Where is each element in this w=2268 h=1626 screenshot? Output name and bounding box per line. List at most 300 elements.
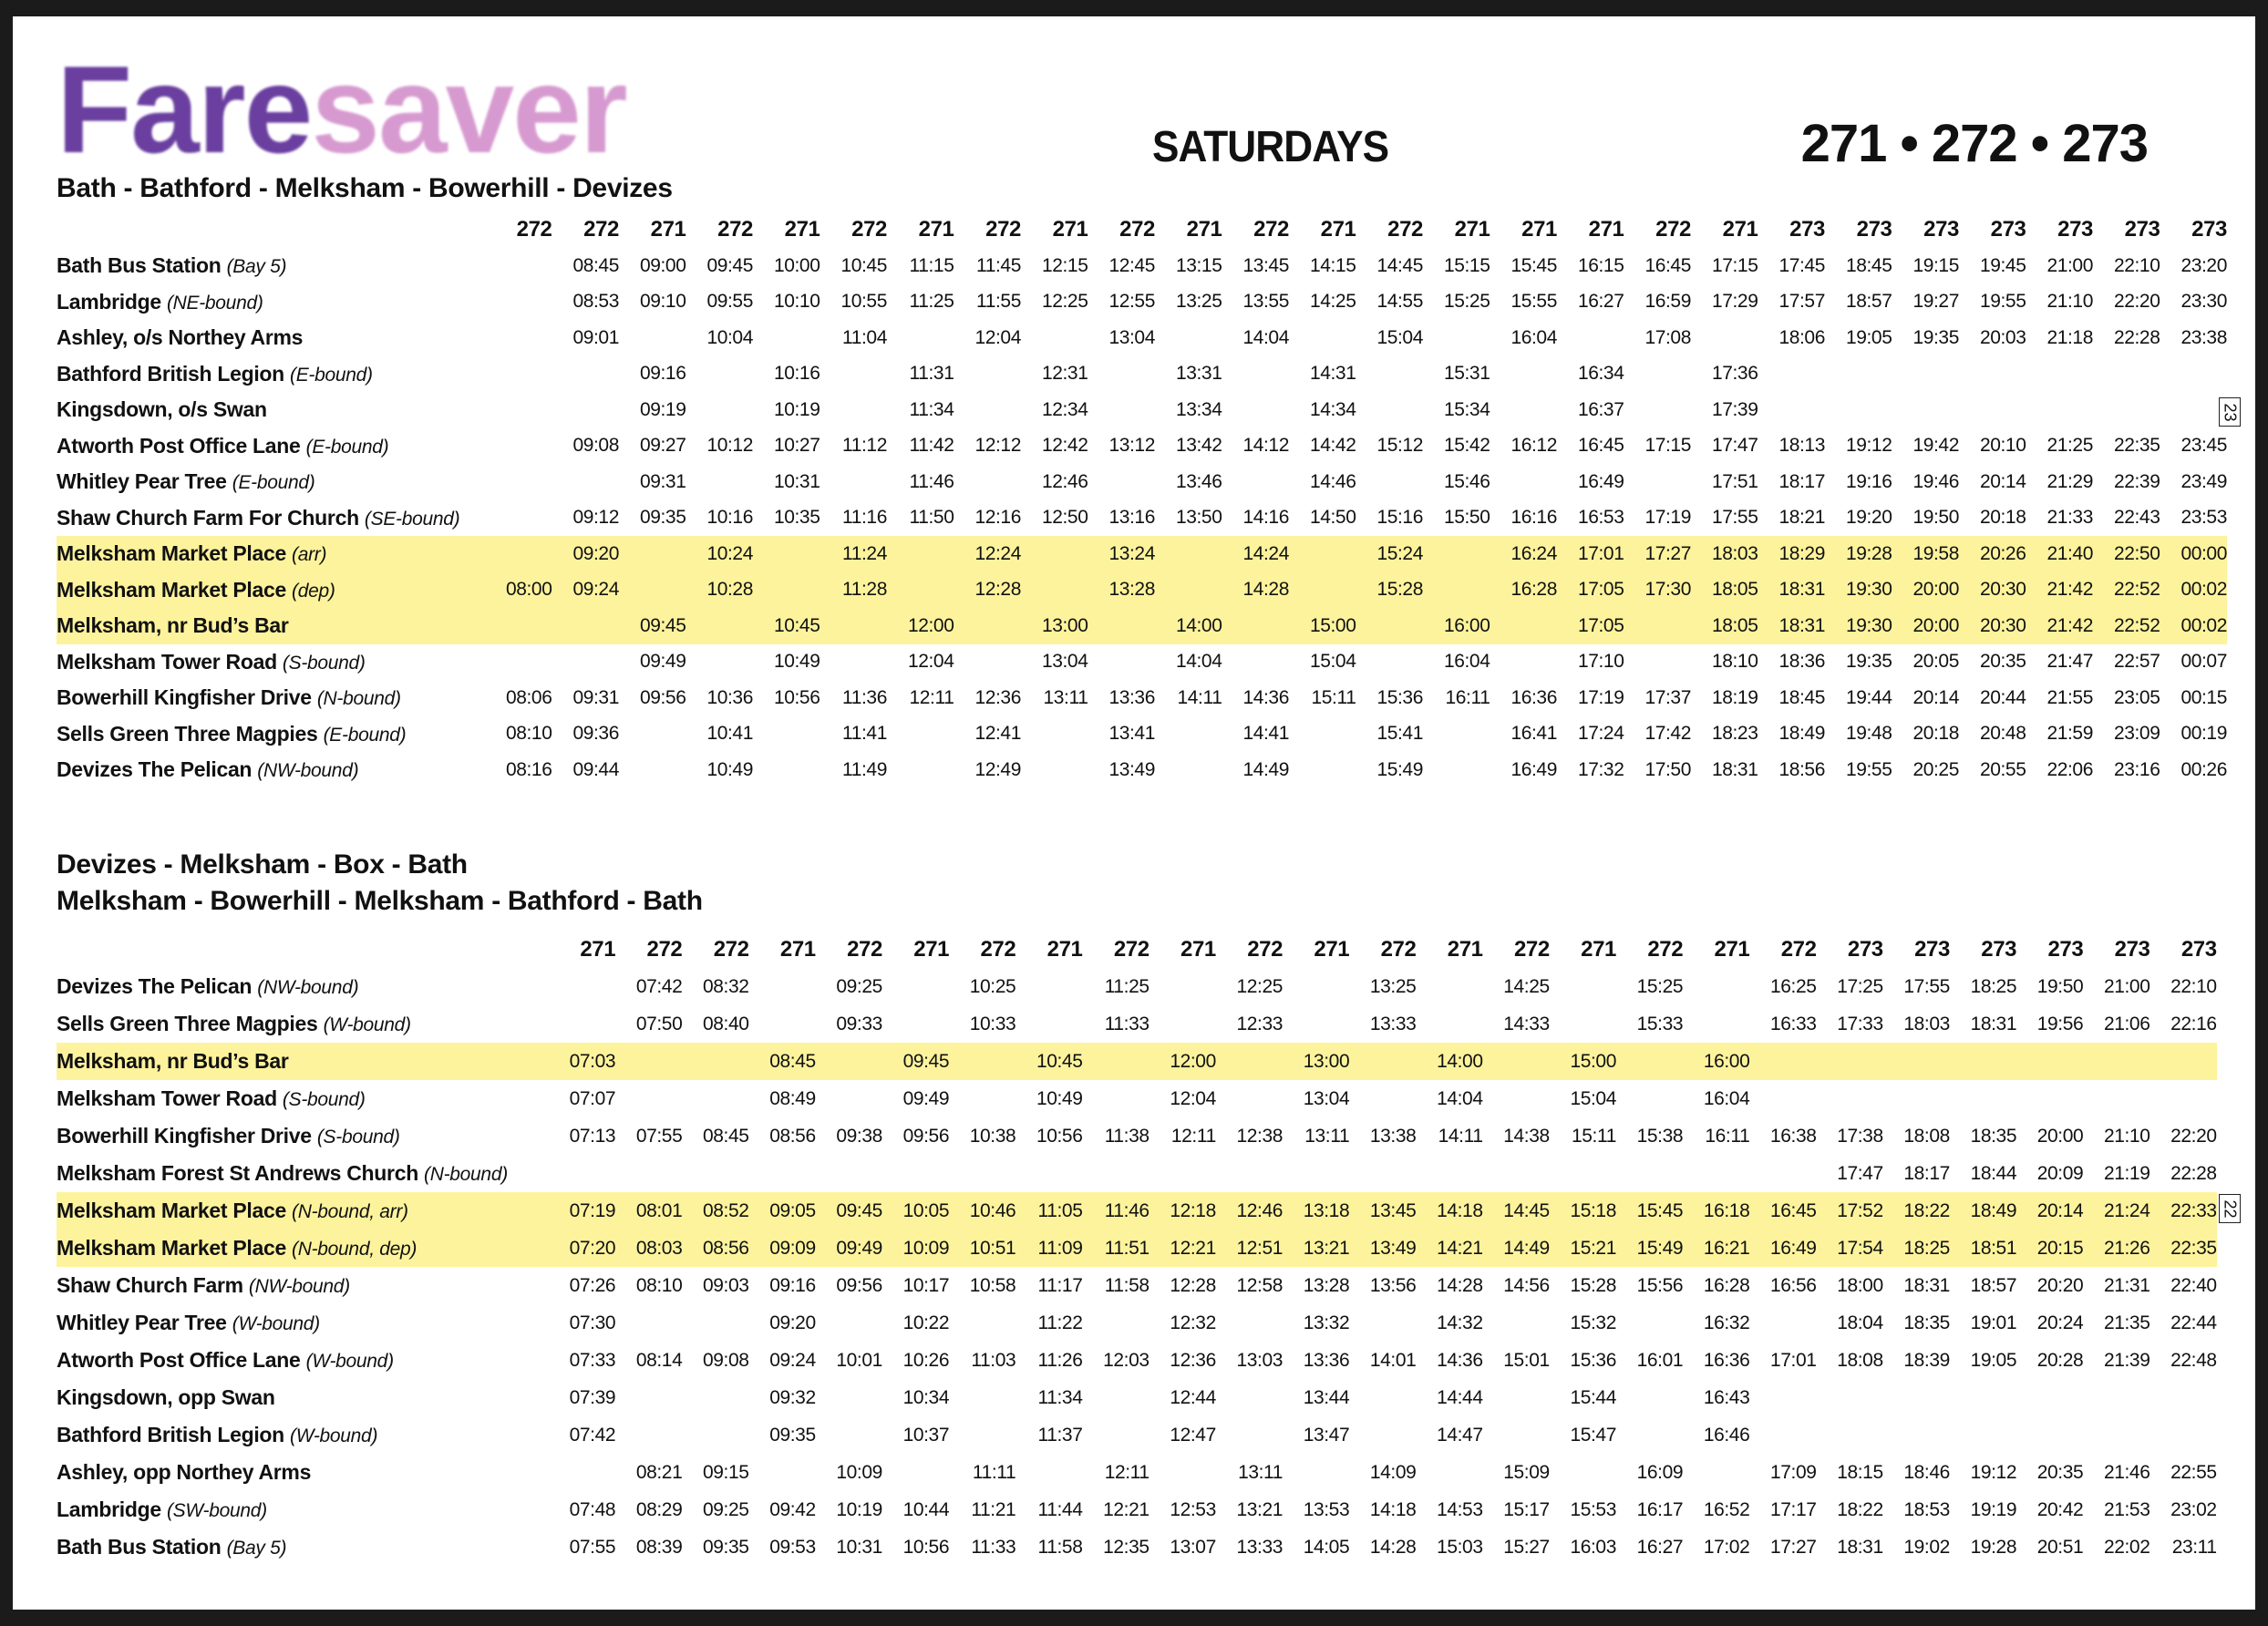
departure-time: 13:45 bbox=[1349, 1192, 1416, 1230]
departure-time: 17:25 bbox=[1837, 975, 1883, 997]
departure-time: 09:38 bbox=[836, 1125, 882, 1147]
departure-time: 10:31 bbox=[773, 470, 820, 492]
route-number: 271 bbox=[1521, 217, 1557, 242]
departure-time: 10:04 bbox=[706, 326, 753, 348]
departure-time: 11:33 bbox=[1104, 1013, 1149, 1034]
departure-time: 16:33 bbox=[1770, 1013, 1817, 1034]
departure-time bbox=[1349, 1379, 1416, 1416]
departure-time: 21:26 bbox=[2083, 1230, 2149, 1267]
stop-row bbox=[57, 572, 2227, 609]
departure-time: 09:31 bbox=[572, 686, 619, 708]
departure-time: 13:34 bbox=[1175, 398, 1222, 420]
departure-time: 11:04 bbox=[842, 326, 887, 348]
departure-time: 14:33 bbox=[1503, 1013, 1550, 1034]
timetable-bath-to-devizes bbox=[57, 211, 2227, 788]
stop-name: Bath Bus Station bbox=[57, 253, 222, 278]
departure-time bbox=[1950, 1416, 2016, 1454]
departure-time: 20:26 bbox=[1959, 536, 2026, 572]
departure-time: 09:56 bbox=[836, 1274, 882, 1296]
departure-time: 19:27 bbox=[1912, 291, 1959, 313]
departure-time: 19:55 bbox=[1979, 291, 2026, 313]
departure-time: 13:16 bbox=[1108, 507, 1155, 529]
departure-time: 11:03 bbox=[971, 1349, 1016, 1371]
departure-time: 15:00 bbox=[1550, 1043, 1616, 1080]
departure-time bbox=[1289, 572, 1356, 609]
stop-name: Atworth Post Office Lane bbox=[57, 1348, 301, 1372]
stop-name: Melksham, nr Bud’s Bar bbox=[57, 613, 289, 638]
route-number: 271 bbox=[1052, 217, 1088, 242]
departure-time: 20:24 bbox=[2036, 1312, 2084, 1333]
departure-time: 09:09 bbox=[749, 1230, 816, 1267]
departure-time bbox=[753, 716, 820, 753]
departure-time: 10:41 bbox=[706, 723, 753, 745]
departure-time: 14:24 bbox=[1222, 536, 1290, 572]
departure-time: 22:20 bbox=[2170, 1125, 2217, 1147]
route-number: 273 bbox=[2047, 937, 2084, 962]
route-number: 272 bbox=[516, 217, 552, 242]
departure-time bbox=[1083, 1416, 1149, 1454]
departure-time: 16:04 bbox=[1510, 326, 1557, 348]
stop-name: Ashley, o/s Northey Arms bbox=[57, 325, 304, 350]
departure-time: 12:47 bbox=[1170, 1424, 1216, 1446]
stop-direction-note: (N-bound, arr) bbox=[292, 1201, 408, 1222]
stop-name: Melksham Market Place bbox=[57, 577, 286, 602]
route-header-row bbox=[57, 931, 2217, 968]
departure-time: 16:36 bbox=[1703, 1349, 1750, 1371]
departure-time bbox=[882, 1155, 949, 1192]
route-number: 271 bbox=[1314, 937, 1350, 962]
stop-row bbox=[57, 1192, 2217, 1230]
departure-time: 13:04 bbox=[1108, 326, 1155, 348]
departure-time bbox=[1683, 1005, 1749, 1043]
departure-time: 19:05 bbox=[1970, 1349, 2017, 1371]
departure-time: 07:55 bbox=[569, 1536, 616, 1558]
departure-time bbox=[949, 1155, 1015, 1192]
route-number: 272 bbox=[847, 937, 882, 962]
departure-time: 11:42 bbox=[909, 435, 954, 457]
departure-time: 21:47 bbox=[2046, 651, 2093, 673]
departure-time bbox=[1616, 1043, 1683, 1080]
departure-time: 13:49 bbox=[1108, 758, 1155, 780]
departure-time: 20:10 bbox=[1979, 435, 2026, 457]
departure-time: 10:17 bbox=[902, 1274, 950, 1296]
departure-time bbox=[1624, 392, 1692, 428]
route-number: 272 bbox=[1253, 217, 1289, 242]
departure-time: 21:10 bbox=[2103, 1125, 2150, 1147]
departure-time: 15:46 bbox=[1443, 470, 1490, 492]
stop-name: Bath Bus Station bbox=[57, 1535, 222, 1559]
stop-row bbox=[57, 356, 2227, 393]
departure-time: 23:05 bbox=[2113, 686, 2160, 708]
departure-time: 14:38 bbox=[1503, 1125, 1550, 1147]
departure-time: 10:12 bbox=[706, 435, 753, 457]
departure-time: 18:19 bbox=[1711, 686, 1758, 708]
departure-time: 09:35 bbox=[769, 1424, 816, 1446]
departure-time bbox=[549, 1454, 615, 1491]
departure-time: 20:00 bbox=[1892, 572, 1960, 609]
departure-time bbox=[749, 1005, 816, 1043]
departure-time bbox=[753, 320, 820, 356]
departure-time: 14:18 bbox=[1369, 1498, 1417, 1520]
departure-time: 22:48 bbox=[2170, 1349, 2217, 1371]
departure-time: 12:15 bbox=[1041, 254, 1088, 276]
departure-time: 15:45 bbox=[1510, 254, 1557, 276]
departure-time: 18:36 bbox=[1778, 651, 1825, 673]
stop-row bbox=[57, 752, 2227, 788]
departure-time bbox=[1216, 1304, 1283, 1342]
stop-row bbox=[57, 320, 2227, 356]
departure-time: 08:00 bbox=[485, 572, 552, 609]
departure-time bbox=[1289, 716, 1356, 753]
departure-time bbox=[887, 536, 954, 572]
departure-time bbox=[1683, 968, 1749, 1005]
departure-time: 18:31 bbox=[1970, 1013, 2017, 1034]
departure-time: 10:55 bbox=[840, 291, 887, 313]
stop-name: Lambridge bbox=[57, 289, 161, 314]
departure-time: 12:04 bbox=[907, 651, 954, 673]
departure-time: 17:08 bbox=[1644, 326, 1691, 348]
departure-time: 22:39 bbox=[2113, 470, 2160, 492]
departure-time: 19:19 bbox=[1970, 1498, 2017, 1520]
departure-time bbox=[485, 248, 552, 284]
departure-time: 13:21 bbox=[1283, 1230, 1349, 1267]
departure-time bbox=[2150, 1043, 2217, 1080]
departure-time bbox=[682, 1043, 748, 1080]
departure-time bbox=[816, 1155, 882, 1192]
departure-time: 19:42 bbox=[1912, 435, 1959, 457]
route-number: 272 bbox=[1780, 937, 1817, 962]
departure-time: 13:15 bbox=[1175, 254, 1222, 276]
departure-time: 11:44 bbox=[1037, 1498, 1083, 1520]
stop-name: Melksham Tower Road bbox=[57, 1086, 277, 1110]
stop-row bbox=[57, 644, 2227, 681]
departure-time: 13:07 bbox=[1170, 1536, 1216, 1558]
departure-time bbox=[887, 752, 954, 788]
departure-time: 11:46 bbox=[1083, 1192, 1149, 1230]
departure-time: 07:19 bbox=[549, 1192, 615, 1230]
departure-time: 20:51 bbox=[2036, 1536, 2084, 1558]
departure-time: 13:28 bbox=[1303, 1274, 1350, 1296]
departure-time bbox=[1557, 320, 1624, 356]
departure-time: 11:55 bbox=[976, 291, 1021, 313]
departure-time: 15:36 bbox=[1376, 686, 1423, 708]
departure-time: 10:34 bbox=[902, 1386, 950, 1408]
departure-time: 11:09 bbox=[1015, 1230, 1082, 1267]
departure-time: 16:25 bbox=[1770, 975, 1817, 997]
departure-time: 15:16 bbox=[1376, 507, 1423, 529]
departure-time: 18:53 bbox=[1903, 1498, 1950, 1520]
departure-time: 12:28 bbox=[954, 572, 1022, 609]
departure-time: 18:29 bbox=[1758, 536, 1826, 572]
departure-time bbox=[1490, 644, 1558, 681]
route-number: 273 bbox=[1847, 937, 1883, 962]
stop-direction-note: (NW-bound) bbox=[257, 977, 359, 998]
departure-time: 11:36 bbox=[842, 686, 887, 708]
stop-cell bbox=[57, 1267, 549, 1304]
route-number: 272 bbox=[713, 937, 749, 962]
stop-cell bbox=[57, 1304, 549, 1342]
stop-cell bbox=[57, 428, 485, 465]
stop-cell bbox=[57, 1528, 549, 1566]
departure-time bbox=[1550, 1155, 1616, 1192]
stop-direction-note: (E-bound) bbox=[232, 472, 315, 494]
departure-time: 13:47 bbox=[1303, 1424, 1350, 1446]
departure-time: 22:44 bbox=[2170, 1312, 2217, 1333]
departure-time: 20:00 bbox=[1892, 608, 1960, 644]
route-number: 272 bbox=[1387, 217, 1423, 242]
departure-time bbox=[615, 1416, 682, 1454]
departure-time: 13:42 bbox=[1175, 435, 1222, 457]
departure-time: 10:27 bbox=[773, 435, 820, 457]
stop-cell bbox=[57, 644, 485, 681]
departure-time: 15:27 bbox=[1503, 1536, 1550, 1558]
departure-time: 18:35 bbox=[1903, 1312, 1950, 1333]
departure-time bbox=[1950, 1379, 2016, 1416]
departure-time bbox=[1283, 1005, 1349, 1043]
route-number: 271 bbox=[913, 937, 950, 962]
departure-time bbox=[1825, 356, 1892, 393]
departure-time: 07:03 bbox=[549, 1043, 615, 1080]
route-number: 271 bbox=[1186, 217, 1222, 242]
departure-time: 14:53 bbox=[1437, 1498, 1483, 1520]
departure-time bbox=[1483, 1155, 1550, 1192]
departure-time: 14:16 bbox=[1242, 507, 1289, 529]
departure-time bbox=[1349, 1155, 1416, 1192]
departure-time: 07:33 bbox=[569, 1349, 616, 1371]
departure-time bbox=[1483, 1080, 1550, 1117]
route-number: 273 bbox=[2114, 937, 2150, 962]
departure-time: 10:49 bbox=[773, 651, 820, 673]
route-number: 273 bbox=[1914, 937, 1950, 962]
departure-time: 18:05 bbox=[1691, 572, 1758, 609]
departure-time: 12:11 bbox=[909, 686, 954, 708]
departure-time: 14:25 bbox=[1503, 975, 1550, 997]
departure-time: 07:20 bbox=[549, 1230, 615, 1267]
departure-time: 14:49 bbox=[1242, 758, 1289, 780]
departure-time: 14:28 bbox=[1222, 572, 1290, 609]
departure-time: 21:46 bbox=[2103, 1461, 2150, 1483]
departure-time bbox=[1817, 1416, 1883, 1454]
departure-time: 07:48 bbox=[569, 1498, 616, 1520]
departure-time: 21:39 bbox=[2103, 1349, 2150, 1371]
departure-time bbox=[2150, 1416, 2217, 1454]
stop-direction-note: (SW-bound) bbox=[166, 1500, 267, 1521]
departure-time: 16:45 bbox=[1644, 254, 1691, 276]
departure-time: 00:02 bbox=[2160, 608, 2228, 644]
departure-time: 16:32 bbox=[1703, 1312, 1750, 1333]
departure-time: 18:00 bbox=[1837, 1274, 1883, 1296]
departure-time bbox=[619, 536, 686, 572]
departure-time: 17:27 bbox=[1770, 1536, 1817, 1558]
departure-time bbox=[1423, 320, 1490, 356]
departure-time: 12:45 bbox=[1108, 254, 1155, 276]
stop-name: Bowerhill Kingfisher Drive bbox=[57, 1124, 312, 1147]
departure-time: 16:52 bbox=[1703, 1498, 1750, 1520]
departure-time: 11:28 bbox=[820, 572, 888, 609]
departure-time: 10:28 bbox=[686, 572, 754, 609]
departure-time: 10:10 bbox=[773, 291, 820, 313]
departure-time: 13:38 bbox=[1369, 1125, 1417, 1147]
departure-time: 18:23 bbox=[1711, 723, 1758, 745]
departure-time: 19:20 bbox=[1845, 507, 1892, 529]
departure-time: 09:25 bbox=[836, 975, 882, 997]
departure-time: 11:15 bbox=[909, 254, 954, 276]
departure-time: 14:05 bbox=[1303, 1536, 1350, 1558]
departure-time: 20:03 bbox=[1979, 326, 2026, 348]
departure-time bbox=[1416, 1155, 1482, 1192]
departure-time: 21:55 bbox=[2046, 686, 2093, 708]
timetable-page bbox=[13, 16, 2255, 1610]
departure-time: 17:33 bbox=[1837, 1013, 1883, 1034]
departure-time: 14:21 bbox=[1416, 1230, 1482, 1267]
departure-time: 10:33 bbox=[969, 1013, 1016, 1034]
departure-time bbox=[1691, 320, 1758, 356]
stop-name: Shaw Church Farm bbox=[57, 1273, 243, 1297]
departure-time: 11:21 bbox=[971, 1498, 1016, 1520]
departure-time bbox=[1283, 1155, 1349, 1192]
departure-time: 20:05 bbox=[1912, 651, 1959, 673]
departure-time: 11:31 bbox=[909, 363, 954, 385]
departure-time: 19:46 bbox=[1912, 470, 1959, 492]
departure-time bbox=[1155, 320, 1222, 356]
departure-time bbox=[1083, 1155, 1149, 1192]
departure-time: 16:12 bbox=[1510, 435, 1557, 457]
departure-time bbox=[753, 536, 820, 572]
departure-time: 21:59 bbox=[2046, 723, 2093, 745]
departure-time bbox=[1356, 464, 1424, 500]
departure-time: 10:19 bbox=[773, 398, 820, 420]
departure-time bbox=[816, 1304, 882, 1342]
stop-cell bbox=[57, 284, 485, 321]
stop-name: Shaw Church Farm For Church bbox=[57, 505, 359, 530]
departure-time bbox=[686, 392, 754, 428]
stop-name: Melksham Market Place bbox=[57, 541, 286, 566]
departure-time: 17:10 bbox=[1577, 651, 1624, 673]
departure-time bbox=[1749, 1304, 1816, 1342]
departure-time: 17:05 bbox=[1557, 608, 1624, 644]
departure-time: 19:05 bbox=[1845, 326, 1892, 348]
departure-time: 14:28 bbox=[1437, 1274, 1483, 1296]
stop-direction-note: (E-bound) bbox=[305, 436, 389, 458]
departure-time bbox=[1490, 464, 1558, 500]
departure-time: 14:41 bbox=[1242, 723, 1289, 745]
departure-time bbox=[2150, 1379, 2217, 1416]
departure-time: 15:33 bbox=[1636, 1013, 1684, 1034]
departure-time: 13:31 bbox=[1175, 363, 1222, 385]
departure-time: 08:01 bbox=[615, 1192, 682, 1230]
departure-time: 23:45 bbox=[2180, 435, 2227, 457]
stop-direction-note: (E-bound) bbox=[323, 724, 407, 746]
departure-time bbox=[1356, 644, 1424, 681]
departure-time bbox=[1423, 572, 1490, 609]
departure-time bbox=[1624, 608, 1692, 644]
stop-cell bbox=[57, 1491, 549, 1528]
stop-direction-note: (W-bound) bbox=[290, 1425, 378, 1446]
departure-time: 12:28 bbox=[1170, 1274, 1216, 1296]
departure-time bbox=[1624, 464, 1692, 500]
departure-time: 10:09 bbox=[836, 1461, 882, 1483]
departure-time bbox=[682, 1416, 748, 1454]
departure-time: 13:18 bbox=[1283, 1192, 1349, 1230]
departure-time: 19:44 bbox=[1845, 686, 1892, 708]
departure-time: 11:34 bbox=[1037, 1386, 1083, 1408]
departure-time bbox=[619, 320, 686, 356]
timetable-devizes-to-bath bbox=[57, 931, 2217, 1566]
departure-time: 12:34 bbox=[1041, 398, 1088, 420]
departure-time bbox=[1015, 1454, 1082, 1491]
departure-time: 08:45 bbox=[703, 1125, 749, 1147]
departure-time: 14:49 bbox=[1483, 1230, 1550, 1267]
departure-time: 12:36 bbox=[1170, 1349, 1216, 1371]
departure-time bbox=[1349, 1080, 1416, 1117]
departure-time: 09:49 bbox=[639, 651, 686, 673]
departure-time bbox=[1155, 716, 1222, 753]
table2-title-line1: Devizes - Melksham - Box - Bath bbox=[57, 849, 468, 880]
departure-time bbox=[949, 1304, 1015, 1342]
departure-time: 17:24 bbox=[1577, 723, 1624, 745]
departure-time: 14:50 bbox=[1309, 507, 1356, 529]
stop-cell bbox=[57, 1342, 549, 1379]
departure-time: 13:41 bbox=[1108, 723, 1155, 745]
departure-time: 11:11 bbox=[972, 1461, 1016, 1483]
departure-time bbox=[2026, 392, 2094, 428]
departure-time: 17:37 bbox=[1644, 686, 1691, 708]
departure-time: 16:41 bbox=[1510, 723, 1557, 745]
departure-time: 09:16 bbox=[769, 1274, 816, 1296]
departure-time: 09:45 bbox=[706, 254, 753, 276]
departure-time: 19:30 bbox=[1825, 608, 1892, 644]
table1-title: Bath - Bathford - Melksham - Bowerhill - Devizes bbox=[57, 173, 673, 203]
stop-row bbox=[57, 1342, 2217, 1379]
departure-time bbox=[552, 392, 620, 428]
departure-time: 13:03 bbox=[1236, 1349, 1283, 1371]
departure-time: 21:42 bbox=[2026, 608, 2094, 644]
departure-time: 16:03 bbox=[1570, 1536, 1616, 1558]
departure-time: 21:29 bbox=[2046, 470, 2093, 492]
departure-time bbox=[1088, 464, 1156, 500]
departure-time bbox=[1483, 1043, 1550, 1080]
departure-time: 16:37 bbox=[1577, 398, 1624, 420]
departure-time: 09:19 bbox=[639, 398, 686, 420]
departure-time: 08:29 bbox=[635, 1498, 683, 1520]
stop-name: Melksham Market Place bbox=[57, 1199, 286, 1222]
departure-time: 19:35 bbox=[1912, 326, 1959, 348]
departure-time: 17:54 bbox=[1817, 1230, 1883, 1267]
departure-time: 21:00 bbox=[2103, 975, 2150, 997]
departure-time: 22:33 bbox=[2150, 1192, 2217, 1230]
departure-time: 11:37 bbox=[1037, 1424, 1083, 1446]
departure-time: 14:25 bbox=[1309, 291, 1356, 313]
departure-time: 20:25 bbox=[1912, 758, 1959, 780]
departure-time bbox=[1416, 1454, 1482, 1491]
stop-row bbox=[57, 1379, 2217, 1416]
departure-time: 23:53 bbox=[2180, 507, 2227, 529]
route-number: 271 bbox=[1320, 217, 1356, 242]
stop-row bbox=[57, 1454, 2217, 1491]
departure-time bbox=[1083, 1080, 1149, 1117]
route-number: 271 bbox=[918, 217, 954, 242]
departure-time: 10:16 bbox=[773, 363, 820, 385]
route-number: 272 bbox=[1655, 217, 1691, 242]
route-number: 273 bbox=[1990, 217, 2026, 242]
departure-time: 10:00 bbox=[773, 254, 820, 276]
departure-time: 00:15 bbox=[2180, 686, 2227, 708]
departure-time bbox=[1550, 1005, 1616, 1043]
departure-time: 21:40 bbox=[2026, 536, 2094, 572]
departure-time: 12:03 bbox=[1103, 1349, 1149, 1371]
departure-time bbox=[1683, 1454, 1749, 1491]
route-number: 273 bbox=[2191, 217, 2227, 242]
